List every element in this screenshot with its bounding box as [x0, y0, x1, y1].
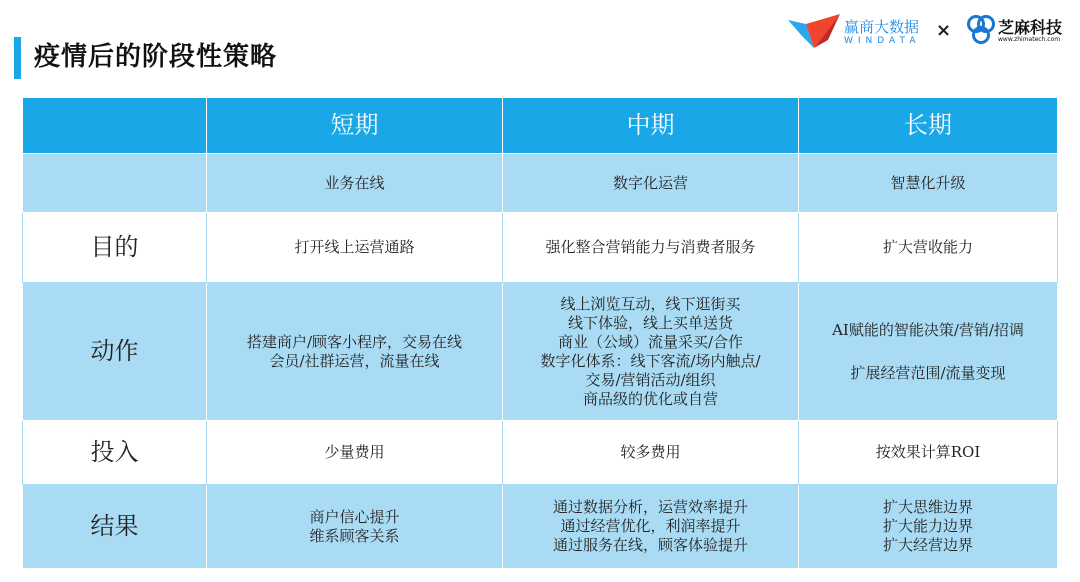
windata-name: 赢商大数据: [844, 18, 920, 36]
row-label-investment: 投入: [23, 421, 207, 485]
strategy-table: [22, 97, 1058, 569]
cell-line: 扩大思维边界: [882, 498, 973, 516]
header-mid-term: 中期: [503, 98, 799, 154]
row-label-result: 结果: [23, 485, 207, 569]
cell-line: 扩展经营范围/流量变现: [850, 363, 1006, 382]
purpose-mid: 强化整合营销能力与消费者服务: [503, 213, 799, 283]
header-row: [23, 98, 1058, 154]
title-accent-bar: [14, 37, 21, 79]
action-row: [23, 283, 1058, 421]
windata-logo-icon: [788, 14, 840, 50]
subheader-long: 智慧化升级: [799, 154, 1058, 213]
action-mid: [503, 283, 799, 421]
logo-separator: ×: [936, 20, 952, 41]
cell-line: 线下体验，线上买单送货: [567, 313, 733, 332]
row-label-purpose: 目的: [23, 213, 207, 283]
subheader-mid: 数字化运营: [503, 154, 799, 213]
purpose-long: 扩大营收能力: [799, 213, 1058, 283]
header-long-term: 长期: [799, 98, 1058, 154]
page-title: 疫情后的阶段性策略: [34, 42, 278, 72]
zhima-name: 芝麻科技: [998, 18, 1063, 37]
investment-short: 少量费用: [207, 421, 503, 485]
cell-line: 扩大经营边界: [882, 536, 973, 554]
cell-line: 交易/营销活动/组织: [585, 370, 716, 389]
subheader-short: 业务在线: [207, 154, 503, 213]
subheader-row: [23, 154, 1058, 213]
zhima-logo-icon: [966, 14, 996, 46]
investment-long: 按效果计算ROI: [799, 421, 1058, 485]
result-short: [207, 485, 503, 569]
cell-line: 商业（公域）流量采买/合作: [557, 332, 744, 351]
result-long: [799, 485, 1058, 569]
cell-line: 数字化体系：线下客流/场内触点/: [540, 351, 761, 370]
cell-line: 搭建商户/顾客小程序，交易在线: [246, 332, 463, 351]
subheader-corner: [23, 154, 207, 213]
header-short-term: 短期: [207, 98, 503, 154]
cell-line: 维系顾客关系: [309, 526, 400, 545]
cell-line: 会员/社群运营，流量在线: [269, 351, 440, 370]
result-row: [23, 485, 1058, 569]
cell-line: 线上浏览互动，线下逛街买: [560, 294, 741, 313]
cell-line: AI赋能的智能决策/营销/招调: [832, 320, 1024, 339]
investment-row: [23, 421, 1058, 485]
cell-line: 商品级的优化或自营: [582, 389, 718, 408]
row-label-action: 动作: [23, 283, 207, 421]
cell-line: 商户信心提升: [309, 507, 400, 526]
cell-line: 通过服务在线，顾客体验提升: [552, 536, 748, 554]
cell-line: 通过数据分析，运营效率提升: [552, 498, 748, 516]
header-corner: [23, 98, 207, 154]
action-long: [799, 283, 1058, 421]
windata-sub: WINDATA: [844, 36, 921, 46]
action-short: [207, 283, 503, 421]
cell-line: 通过经营优化，利润率提升: [560, 517, 741, 535]
cell-line: 扩大能力边界: [882, 517, 973, 535]
purpose-short: 打开线上运营通路: [207, 213, 503, 283]
purpose-row: [23, 213, 1058, 283]
zhima-url: www.zhimatech.com: [998, 36, 1061, 43]
investment-mid: 较多费用: [503, 421, 799, 485]
result-mid: [503, 485, 799, 569]
